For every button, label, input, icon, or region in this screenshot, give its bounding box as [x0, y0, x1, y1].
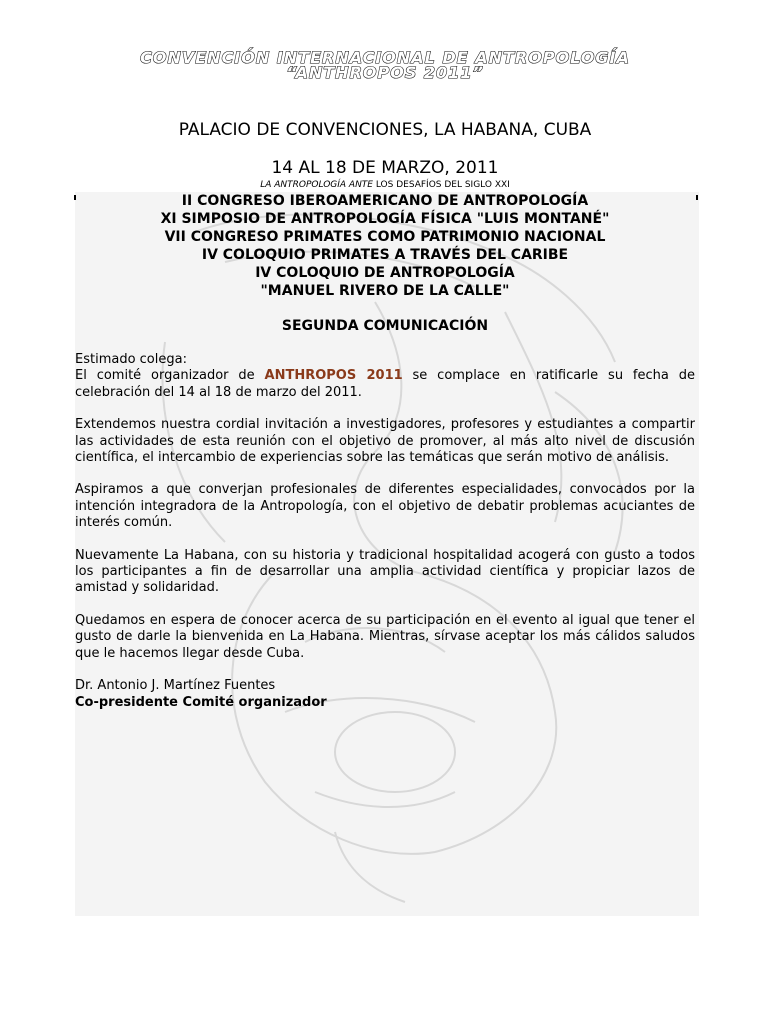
right-margin-mark — [696, 195, 698, 200]
signatory-role: Co-presidente Comité organizador — [75, 694, 327, 710]
paragraph-5: Quedamos en espera de conocer acerca de su participación en el evento al igual que tener el gusto de darle la bienvenida en La Habana. Mientras, sírvase aceptar los más cálidos saludos que le hacemos llegar desde Cuba. — [75, 612, 695, 661]
event-brand-name: ANTHROPOS 2011 — [264, 368, 403, 384]
banner-title: CONVENCIÓN INTERNACIONAL DE ANTROPOLOGÍA — [140, 48, 630, 67]
paragraph-4: Nuevamente La Habana, con su historia y tradicional hospitalidad acogerá con gusto a todos los participantes a fin de desarrollar una amplia actividad científica y propiciar lazos de amistad y solidaridad. — [75, 547, 695, 596]
congress-item: II CONGRESO IBEROAMERICANO DE ANTROPOLOGÍA — [181, 193, 589, 209]
communication-title: SEGUNDA COMUNICACIÓN — [281, 318, 489, 334]
paragraph-2: Extendemos nuestra cordial invitación a investigadores, profesores y estudiantes a compartir las actividades de esta reunión con el objetivo de promover, al más alto nivel de discusión científica, el intercambio de experiencias sobre las temáticas que serán motivo de análisis. — [75, 417, 695, 466]
congress-item: IV COLOQUIO DE ANTROPOLOGÍA — [255, 265, 515, 281]
salutation: Estimado colega: — [75, 352, 187, 367]
congress-item: VII CONGRESO PRIMATES COMO PATRIMONIO NACIONAL — [164, 229, 606, 245]
event-motto — [0, 180, 770, 190]
motto-italic: LA ANTROPOLOGÍA ANTE — [260, 180, 373, 190]
congress-list — [75, 192, 695, 300]
banner-event-name: “ANTHROPOS 2011” — [286, 63, 484, 82]
motto-rest: LOS DESAFÍOS DEL SIGLO XXI — [373, 180, 510, 190]
congress-item: XI SIMPOSIO DE ANTROPOLOGÍA FÍSICA "LUIS MONTANÉ" — [160, 211, 610, 227]
venue: PALACIO DE CONVENCIONES, LA HABANA, CUBA — [178, 120, 592, 140]
event-banner — [60, 50, 710, 80]
event-dates: 14 AL 18 DE MARZO, 2011 — [271, 158, 499, 178]
congress-item: IV COLOQUIO PRIMATES A TRAVÉS DEL CARIBE — [201, 247, 569, 263]
signatory-name: Dr. Antonio J. Martínez Fuentes — [75, 678, 276, 694]
paragraph-1-end: se complace en ratificarle su fecha de celebración del 14 al 18 de marzo del 2011. — [75, 368, 695, 400]
congress-item: "MANUEL RIVERO DE LA CALLE" — [260, 283, 510, 299]
letter-body — [75, 352, 695, 711]
paragraph-1-start: El comité organizador de — [75, 368, 265, 384]
paragraph-3: Aspiramos a que converjan profesionales de diferentes especialidades, convocados por la intención integradora de la Antropología, con el objetivo de debatir problemas acuciantes de interés común. — [75, 482, 695, 531]
